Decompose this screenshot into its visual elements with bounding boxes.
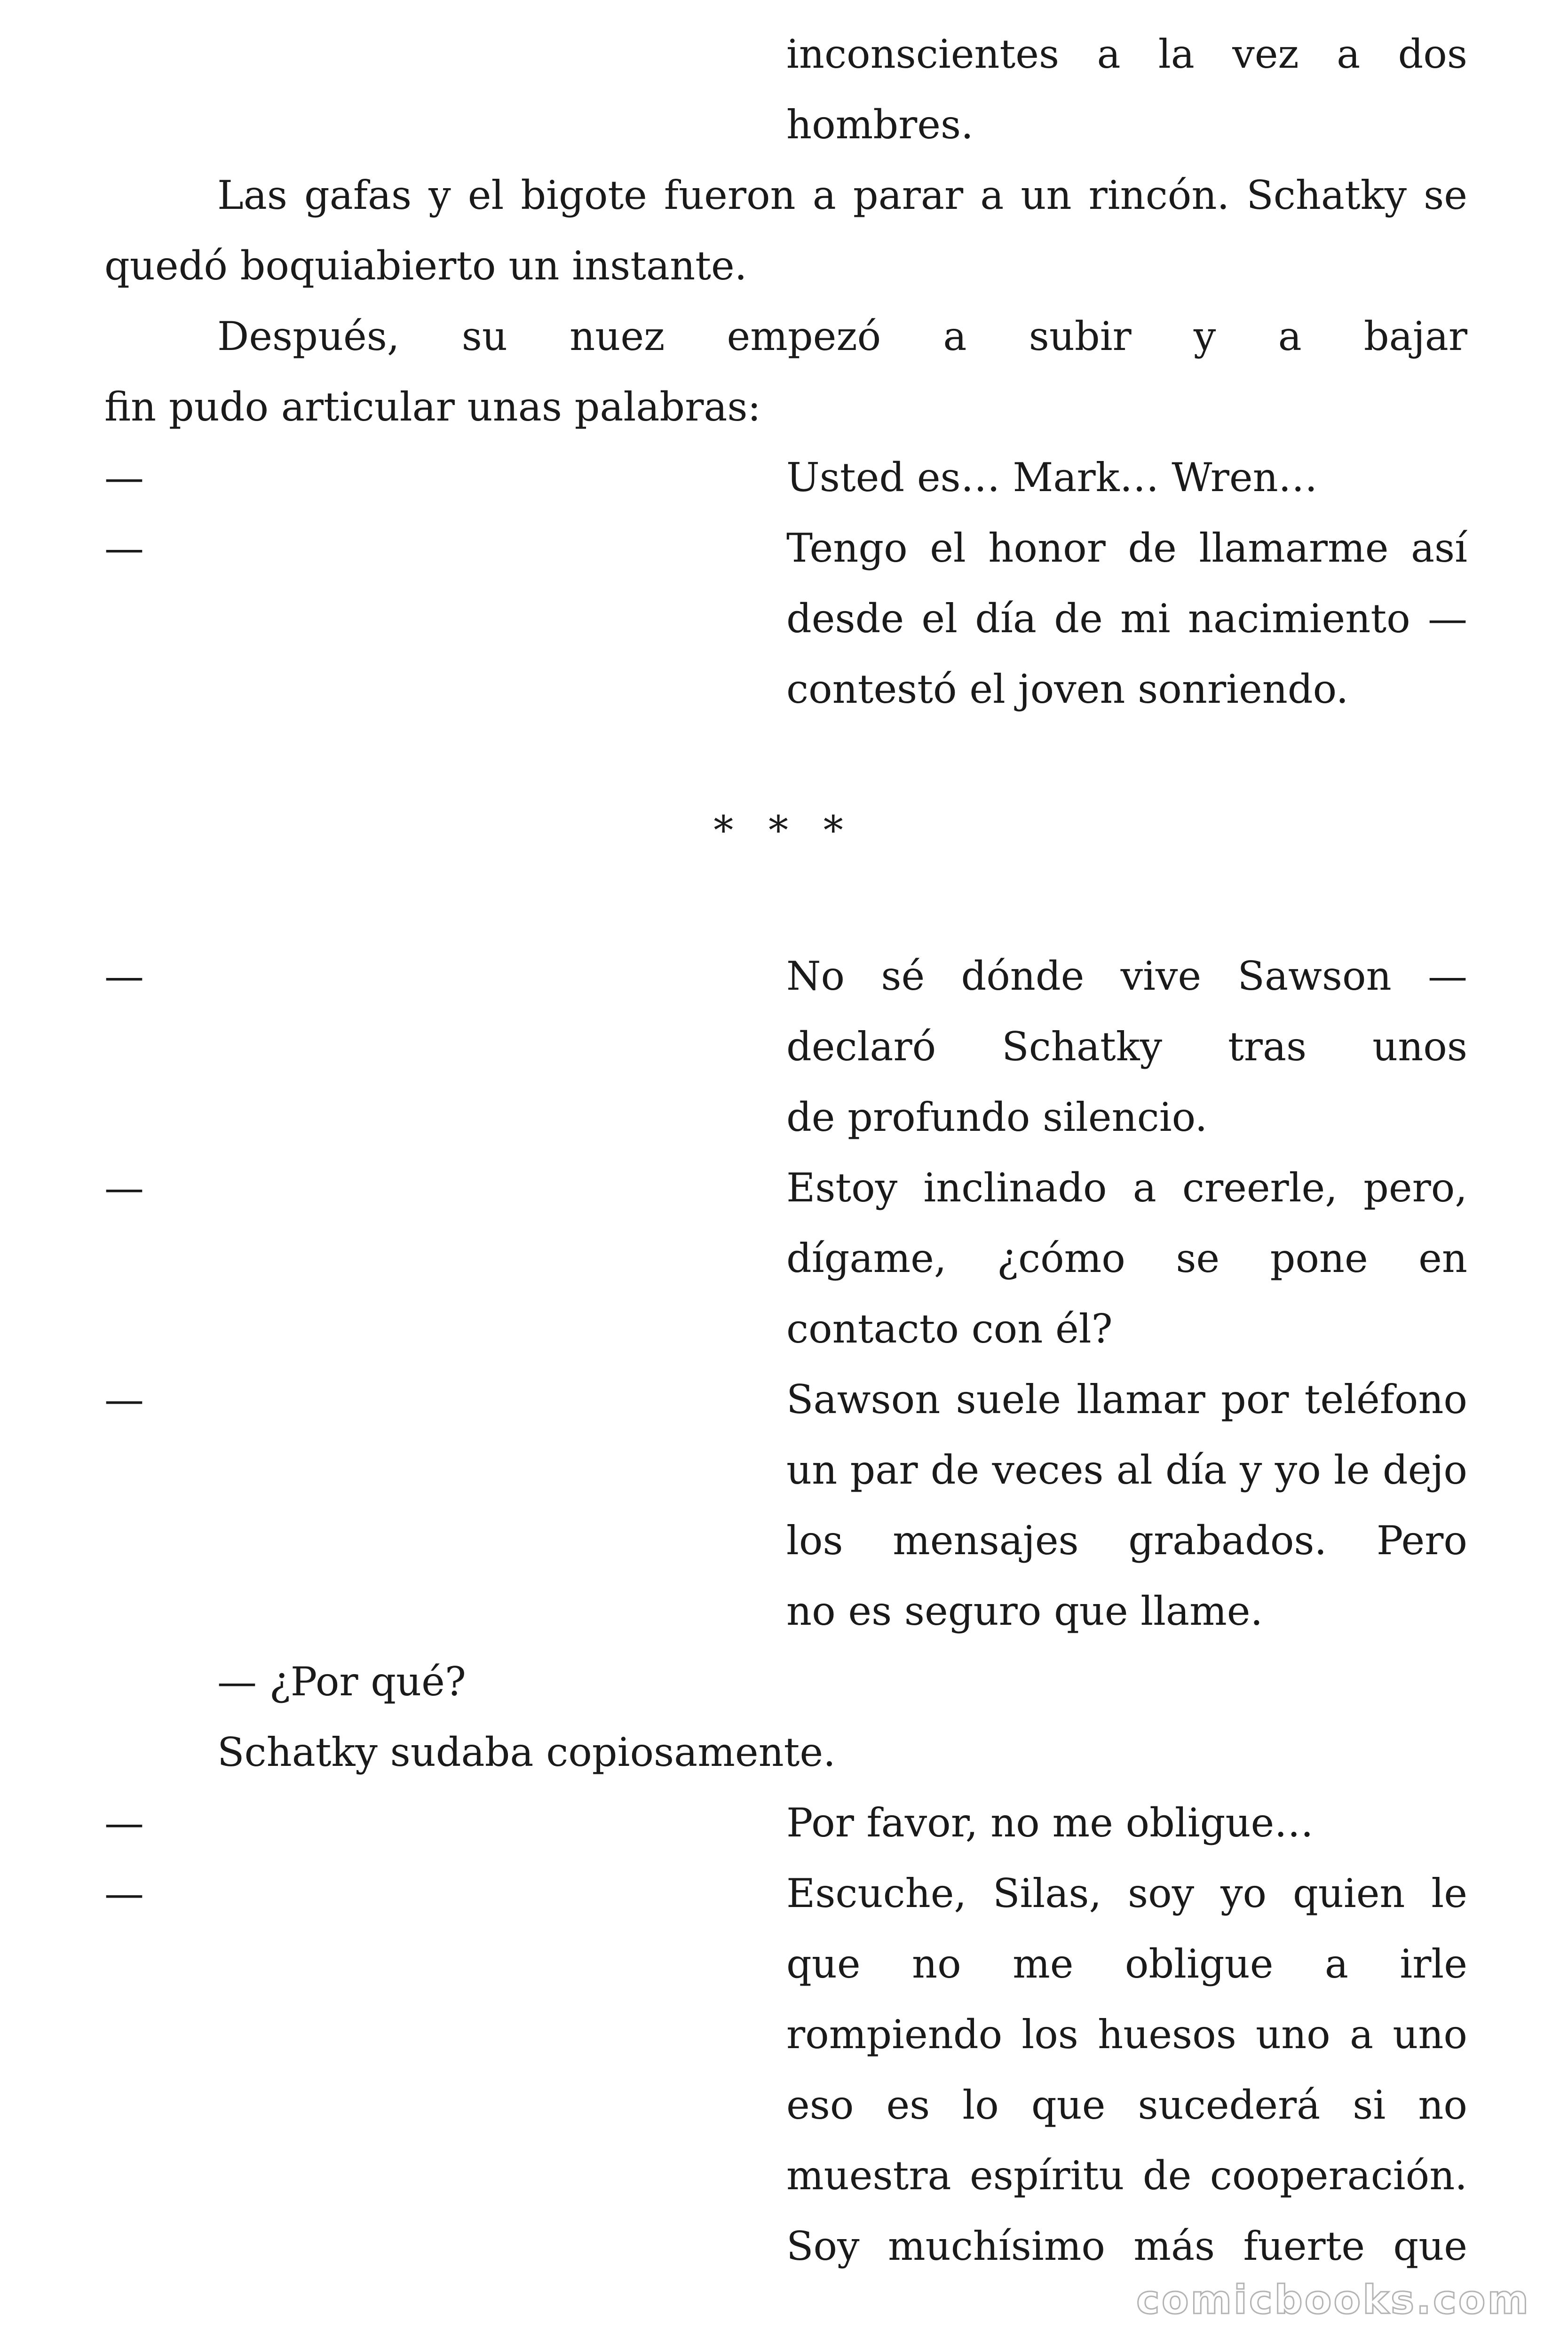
text-line: Tengo el honor de llamarme así [786,525,1467,571]
text-line: Las gafas y el bigote fueron a parar a un rincón. Schatky se [217,172,1467,218]
text-line: — ¿Por qué? [217,1659,466,1705]
dialogue-dash: — [104,525,144,571]
text-line: No sé dónde vive Sawson — [786,953,1467,999]
text-line: de profundo silencio. [786,1094,1208,1140]
text-line: contacto con él? [786,1306,1113,1352]
dialogue-dash: — [104,1800,144,1846]
text-line: declaró Schatky tras unos [786,1024,1467,1070]
text-line: Por favor, no me obligue… [786,1800,1314,1846]
text-line: un par de veces al día y yo le dejo [786,1447,1467,1493]
watermark-logo: comicbooks.com [1136,2277,1530,2323]
text-line: Soy muchísimo más fuerte que [786,2223,1467,2269]
dialogue-dash: — [104,1870,144,1916]
text-line: Estoy inclinado a creerle, pero, [786,1165,1467,1211]
text-line: eso es lo que sucederá si no [786,2082,1467,2128]
text-line: rompiendo los huesos uno a uno [786,2011,1467,2058]
text-line: fin pudo articular unas palabras: [104,384,761,430]
dialogue-dash: — [104,1165,144,1211]
dialogue-dash: — [104,454,144,501]
text-line: Escuche, Silas, soy yo quien le [786,1870,1467,1916]
text-line: muestra espíritu de cooperación. [786,2153,1467,2199]
text-line: los mensajes grabados. Pero [786,1518,1467,1564]
section-separator: * * * [713,807,855,853]
text-line: Sawson suele llamar por teléfono [786,1376,1467,1422]
text-line: Schatky sudaba copiosamente. [217,1729,836,1775]
text-line: Después, su nuez empezó a subir y a bajar [217,313,1467,359]
text-line: dígame, ¿cómo se pone en [786,1235,1467,1281]
text-line: contestó el joven sonriendo. [786,666,1349,712]
text-line: no es seguro que llame. [786,1588,1263,1634]
dialogue-dash: — [104,953,144,999]
text-line: que no me obligue a irle [786,1941,1467,1987]
text-line: inconscientes a la vez a dos [786,31,1467,77]
dialogue-dash: — [104,1376,144,1422]
text-line: quedó boquiabierto un instante. [104,243,747,289]
text-line: hombres. [786,102,974,148]
text-line: desde el día de mi nacimiento — [786,596,1467,642]
text-line: Usted es… Mark… Wren… [786,454,1318,501]
